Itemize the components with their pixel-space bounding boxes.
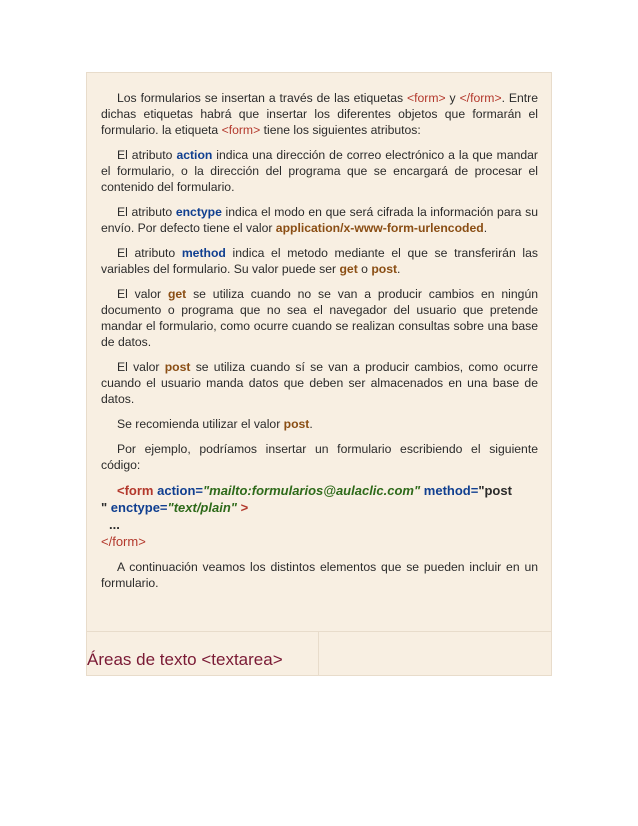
text: se utiliza cuando no se van a producir cambios en ningún documento o programa que no sea el navegador del usuario que pretende mandar el formulario, como ocurre cuando se realizan consultas sobre una base de datos.: [101, 287, 538, 349]
value-urlencoded: application/x-www-form-urlencoded: [275, 221, 484, 235]
paragraph-intro: [101, 90, 538, 138]
text: El valor: [117, 360, 165, 374]
code-gt: >: [240, 500, 249, 515]
paragraph-recommend: [101, 416, 538, 432]
code-string-enctype: "text/plain": [167, 500, 237, 515]
form-tag: <form>: [221, 123, 261, 137]
row-divider: [318, 632, 319, 676]
keyword-method: method: [181, 246, 226, 260]
code-string-method: "post: [478, 483, 512, 498]
text: .: [309, 417, 313, 431]
paragraph-next: A continuación veamos los distintos elementos que se pueden incluir en un formulario.: [101, 560, 538, 590]
text: El valor: [117, 287, 168, 301]
paragraph-method: [101, 245, 538, 277]
paragraph-example: Por ejemplo, podríamos insertar un formulario escribiendo el siguiente código:: [101, 442, 538, 472]
text: .: [483, 221, 488, 235]
form-tag-open: <form>: [407, 91, 446, 105]
section-heading: Áreas de texto <textarea>: [87, 650, 283, 669]
text: El atributo: [117, 246, 182, 260]
paragraph-get: [101, 286, 538, 350]
text: indica el metodo mediante el que se transferirán las variables del formulario. Su valor puede ser: [101, 246, 538, 276]
value-post: post: [371, 262, 398, 276]
text: Los formularios se insertan a través de las etiquetas: [117, 91, 407, 105]
document-body: [101, 90, 538, 600]
code-line-1: [101, 482, 538, 499]
text: y: [445, 91, 460, 105]
text: . Entre dichas etiquetas habrá que insertar los diferentes objetos que formarán el formulario. la etiqueta: [101, 91, 538, 137]
code-example: [101, 482, 538, 550]
text: Se recomienda utilizar el valor: [117, 417, 284, 431]
code-attr-method: method=: [423, 483, 479, 498]
paragraph-post: [101, 359, 538, 407]
text: indica una dirección de correo electrónico a la que mandar el formulario, o la dirección del programa que se encargará de procesar el contenido del formulario.: [101, 148, 538, 194]
text: se utiliza cuando sí se van a producir cambios, como ocurre cuando el usuario manda datos que deben ser almacenados en una base de datos.: [101, 360, 538, 406]
keyword-enctype: enctype: [175, 205, 222, 219]
value-get: get: [339, 262, 358, 276]
code-attr-action: action=: [157, 483, 203, 498]
text: indica el modo en que será cifrada la información para su envío. Por defecto tiene el valor: [101, 205, 538, 235]
text: .: [397, 262, 401, 276]
value-post: post: [283, 417, 310, 431]
code-quote: ": [101, 500, 108, 515]
code-string-action: "mailto:formularios@aulaclic.com": [202, 483, 421, 498]
keyword-action: action: [176, 148, 213, 162]
value-get: get: [167, 287, 187, 301]
paragraph-enctype: [101, 204, 538, 236]
code-tag-open: <form: [117, 483, 154, 498]
form-tag-close: </form>: [459, 91, 502, 105]
text: o: [357, 262, 372, 276]
code-ellipsis: ...: [109, 517, 120, 532]
code-line-2: [101, 499, 538, 516]
paragraph-action: [101, 147, 538, 195]
text: El atributo: [117, 148, 177, 162]
text: tiene los siguientes atributos:: [260, 123, 421, 137]
value-post: post: [164, 360, 191, 374]
code-attr-enctype: enctype=: [110, 500, 168, 515]
text: El atributo: [117, 205, 176, 219]
code-tag-close: </form>: [101, 534, 146, 549]
